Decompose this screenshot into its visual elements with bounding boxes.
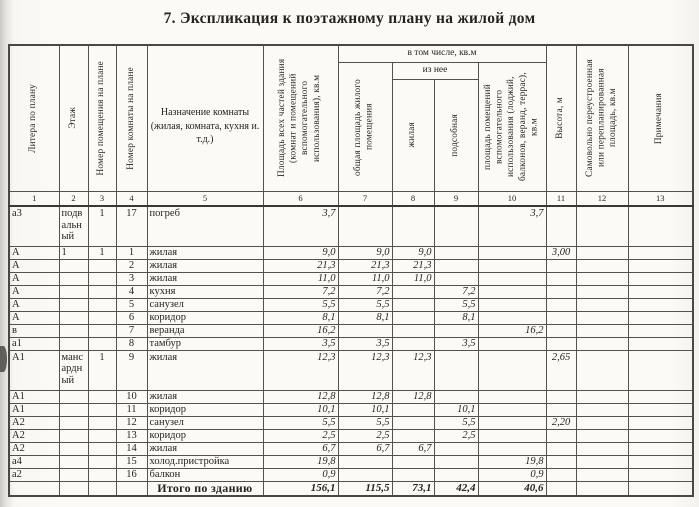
col-header-living-total-area-label: общая площадь жилого помещения <box>353 77 375 176</box>
total-empty-cell <box>576 481 628 496</box>
cell-room-number: 16 <box>116 468 147 481</box>
cell-floor <box>59 390 88 403</box>
total-empty-cell <box>88 481 116 496</box>
col-header-podsobnaya <box>434 79 478 191</box>
cell-notes <box>628 403 693 416</box>
cell-area-podsobnaya <box>434 442 478 455</box>
col-header-total-area-label: Площадь всех частей здания (комнат и помещений вспомогательного использования), кв.м <box>277 59 323 178</box>
cell-area-auxiliary: 19,8 <box>478 455 546 468</box>
column-number: 6 <box>263 191 338 206</box>
cell-height <box>546 324 576 337</box>
cell-room-purpose: санузел <box>147 416 263 429</box>
cell-notes <box>628 206 693 246</box>
cell-height <box>546 206 576 246</box>
col-header-zhilaya-label: жилая <box>407 122 418 148</box>
cell-room-number: 2 <box>116 259 147 272</box>
table-row <box>9 206 693 246</box>
cell-room-purpose: погреб <box>147 206 263 246</box>
cell-unauthorized-area <box>576 298 628 311</box>
cell-area-podsobnaya <box>434 259 478 272</box>
cell-area-podsobnaya <box>434 272 478 285</box>
cell-litera: А <box>9 246 59 259</box>
cell-room-number: 1 <box>116 246 147 259</box>
total-row <box>9 481 693 496</box>
cell-area-all: 6,7 <box>263 442 338 455</box>
cell-litera: А <box>9 285 59 298</box>
cell-floor <box>59 285 88 298</box>
cell-room-purpose: жилая <box>147 442 263 455</box>
cell-floor: подвальный <box>59 206 88 246</box>
cell-premise-number: 1 <box>88 206 116 246</box>
cell-area-auxiliary <box>478 246 546 259</box>
cell-height <box>546 285 576 298</box>
col-header-living-total-area <box>338 62 392 191</box>
cell-area-auxiliary <box>478 442 546 455</box>
total-empty-cell <box>9 481 59 496</box>
table-row <box>9 390 693 403</box>
total-empty-cell <box>546 481 576 496</box>
column-number: 7 <box>338 191 392 206</box>
column-number: 5 <box>147 191 263 206</box>
cell-area-all: 9,0 <box>263 246 338 259</box>
cell-area-all: 11,0 <box>263 272 338 285</box>
col-header-total-area <box>263 45 338 191</box>
total-area-living-premises: 115,5 <box>338 481 392 496</box>
cell-area-auxiliary <box>478 272 546 285</box>
cell-area-all: 5,5 <box>263 298 338 311</box>
cell-unauthorized-area <box>576 468 628 481</box>
cell-room-number: 7 <box>116 324 147 337</box>
cell-area-all: 12,8 <box>263 390 338 403</box>
cell-area-podsobnaya: 8,1 <box>434 311 478 324</box>
total-area-zhilaya: 73,1 <box>392 481 434 496</box>
cell-floor: 1 <box>59 246 88 259</box>
cell-premise-number <box>88 442 116 455</box>
cell-area-living-premises <box>338 468 392 481</box>
cell-area-zhilaya: 12,3 <box>392 350 434 390</box>
cell-premise-number <box>88 285 116 298</box>
cell-height: 2,20 <box>546 416 576 429</box>
cell-area-living-premises: 12,8 <box>338 390 392 403</box>
column-number: 9 <box>434 191 478 206</box>
cell-area-zhilaya <box>392 298 434 311</box>
total-empty-cell <box>59 481 88 496</box>
cell-litera: А <box>9 259 59 272</box>
cell-litera: а2 <box>9 468 59 481</box>
cell-room-purpose: жилая <box>147 259 263 272</box>
cell-room-purpose: санузел <box>147 298 263 311</box>
cell-unauthorized-area <box>576 416 628 429</box>
cell-notes <box>628 429 693 442</box>
table-row <box>9 403 693 416</box>
explication-table <box>8 44 694 497</box>
cell-area-auxiliary <box>478 337 546 350</box>
cell-litera: А2 <box>9 442 59 455</box>
cell-room-purpose: веранда <box>147 324 263 337</box>
cell-area-zhilaya: 21,3 <box>392 259 434 272</box>
cell-floor <box>59 429 88 442</box>
cell-area-auxiliary: 3,7 <box>478 206 546 246</box>
cell-premise-number: 1 <box>88 350 116 390</box>
cell-room-purpose: балкон <box>147 468 263 481</box>
cell-notes <box>628 350 693 390</box>
cell-area-zhilaya: 12,8 <box>392 390 434 403</box>
cell-notes <box>628 390 693 403</box>
cell-area-auxiliary <box>478 429 546 442</box>
cell-floor <box>59 298 88 311</box>
cell-height <box>546 259 576 272</box>
column-number: 11 <box>546 191 576 206</box>
col-header-komnata-number <box>116 45 147 191</box>
table-row <box>9 429 693 442</box>
total-area-auxiliary: 40,6 <box>478 481 546 496</box>
cell-litera: а4 <box>9 455 59 468</box>
total-area-podsobnaya: 42,4 <box>434 481 478 496</box>
col-header-room-number <box>88 45 116 191</box>
cell-area-living-premises: 11,0 <box>338 272 392 285</box>
cell-area-living-premises: 9,0 <box>338 246 392 259</box>
cell-area-all: 3,5 <box>263 337 338 350</box>
cell-litera: А <box>9 298 59 311</box>
cell-room-number: 3 <box>116 272 147 285</box>
cell-floor <box>59 442 88 455</box>
cell-notes <box>628 298 693 311</box>
cell-area-zhilaya <box>392 455 434 468</box>
col-header-auxiliary-area <box>478 62 546 191</box>
cell-notes <box>628 272 693 285</box>
cell-height <box>546 468 576 481</box>
cell-room-number: 5 <box>116 298 147 311</box>
cell-unauthorized-area <box>576 337 628 350</box>
col-header-purpose: Назначение комнаты (жилая, комната, кухня и. т.д.) <box>147 45 263 191</box>
group-header-of-it: из нее <box>392 62 478 79</box>
cell-premise-number <box>88 272 116 285</box>
cell-room-number: 6 <box>116 311 147 324</box>
cell-room-purpose: коридор <box>147 429 263 442</box>
column-number: 1 <box>9 191 59 206</box>
cell-notes <box>628 285 693 298</box>
cell-unauthorized-area <box>576 429 628 442</box>
cell-area-podsobnaya: 5,5 <box>434 298 478 311</box>
cell-notes <box>628 246 693 259</box>
cell-area-zhilaya: 9,0 <box>392 246 434 259</box>
cell-area-podsobnaya: 3,5 <box>434 337 478 350</box>
cell-premise-number <box>88 311 116 324</box>
cell-area-podsobnaya <box>434 455 478 468</box>
column-number: 4 <box>116 191 147 206</box>
cell-area-all: 10,1 <box>263 403 338 416</box>
column-number: 3 <box>88 191 116 206</box>
cell-area-living-premises: 7,2 <box>338 285 392 298</box>
cell-area-auxiliary <box>478 350 546 390</box>
col-header-litera <box>9 45 59 191</box>
total-area-all: 156,1 <box>263 481 338 496</box>
cell-litera: в <box>9 324 59 337</box>
col-header-unauthorized-area <box>576 45 628 191</box>
cell-room-purpose: коридор <box>147 311 263 324</box>
cell-area-living-premises: 3,5 <box>338 337 392 350</box>
cell-floor: мансардный <box>59 350 88 390</box>
cell-room-number: 9 <box>116 350 147 390</box>
table-row <box>9 468 693 481</box>
cell-room-purpose: жилая <box>147 246 263 259</box>
column-number: 10 <box>478 191 546 206</box>
cell-area-auxiliary <box>478 298 546 311</box>
cell-area-all: 19,8 <box>263 455 338 468</box>
cell-area-auxiliary <box>478 259 546 272</box>
cell-height <box>546 337 576 350</box>
cell-area-zhilaya <box>392 416 434 429</box>
table-row <box>9 298 693 311</box>
cell-unauthorized-area <box>576 206 628 246</box>
cell-unauthorized-area <box>576 324 628 337</box>
cell-height <box>546 455 576 468</box>
cell-area-zhilaya <box>392 429 434 442</box>
cell-height <box>546 442 576 455</box>
cell-area-living-premises <box>338 206 392 246</box>
cell-room-purpose: жилая <box>147 350 263 390</box>
col-header-komnata-number-label: Номер комнаты на плане <box>125 66 136 170</box>
cell-height: 3,00 <box>546 246 576 259</box>
cell-area-living-premises: 5,5 <box>338 298 392 311</box>
cell-floor <box>59 324 88 337</box>
cell-area-living-premises <box>338 455 392 468</box>
col-header-zhilaya <box>392 79 434 191</box>
cell-height <box>546 272 576 285</box>
cell-room-number: 14 <box>116 442 147 455</box>
col-header-etazh-label: Этаж <box>67 107 78 130</box>
cell-notes <box>628 468 693 481</box>
cell-area-all: 2,5 <box>263 429 338 442</box>
cell-height <box>546 390 576 403</box>
cell-litera: А <box>9 311 59 324</box>
cell-unauthorized-area <box>576 403 628 416</box>
cell-area-zhilaya <box>392 403 434 416</box>
cell-area-living-premises: 10,1 <box>338 403 392 416</box>
cell-floor <box>59 337 88 350</box>
cell-room-purpose: коридор <box>147 403 263 416</box>
cell-area-zhilaya <box>392 337 434 350</box>
table-row <box>9 259 693 272</box>
cell-area-podsobnaya: 10,1 <box>434 403 478 416</box>
cell-area-all: 3,7 <box>263 206 338 246</box>
cell-room-number: 17 <box>116 206 147 246</box>
cell-unauthorized-area <box>576 455 628 468</box>
cell-area-podsobnaya: 5,5 <box>434 416 478 429</box>
cell-room-number: 4 <box>116 285 147 298</box>
cell-room-number: 12 <box>116 416 147 429</box>
cell-premise-number <box>88 324 116 337</box>
cell-area-living-premises: 5,5 <box>338 416 392 429</box>
cell-floor <box>59 468 88 481</box>
col-header-podsobnaya-label: подсобная <box>450 113 461 157</box>
cell-unauthorized-area <box>576 259 628 272</box>
cell-height <box>546 311 576 324</box>
cell-room-number: 11 <box>116 403 147 416</box>
table-row <box>9 285 693 298</box>
cell-area-living-premises: 2,5 <box>338 429 392 442</box>
col-header-height-label: Высота, м <box>555 97 566 140</box>
cell-premise-number <box>88 390 116 403</box>
cell-area-all: 21,3 <box>263 259 338 272</box>
cell-premise-number <box>88 403 116 416</box>
cell-premise-number <box>88 429 116 442</box>
scan-artifact <box>0 346 7 372</box>
cell-unauthorized-area <box>576 246 628 259</box>
cell-room-number: 8 <box>116 337 147 350</box>
column-number: 8 <box>392 191 434 206</box>
cell-area-auxiliary: 16,2 <box>478 324 546 337</box>
cell-area-living-premises: 21,3 <box>338 259 392 272</box>
cell-height <box>546 298 576 311</box>
cell-area-zhilaya <box>392 206 434 246</box>
cell-unauthorized-area <box>576 350 628 390</box>
table-row <box>9 442 693 455</box>
cell-height: 2,65 <box>546 350 576 390</box>
cell-area-zhilaya <box>392 468 434 481</box>
cell-area-podsobnaya <box>434 246 478 259</box>
table-row <box>9 311 693 324</box>
cell-area-auxiliary <box>478 403 546 416</box>
col-header-notes <box>628 45 693 191</box>
cell-area-all: 16,2 <box>263 324 338 337</box>
group-header-including: в том числе, кв.м <box>338 45 546 62</box>
cell-area-all: 7,2 <box>263 285 338 298</box>
table-body <box>9 206 693 481</box>
cell-room-number: 15 <box>116 455 147 468</box>
cell-room-number: 10 <box>116 390 147 403</box>
cell-litera: А1 <box>9 350 59 390</box>
cell-room-purpose: жилая <box>147 390 263 403</box>
table-row <box>9 337 693 350</box>
cell-area-all: 0,9 <box>263 468 338 481</box>
cell-height <box>546 403 576 416</box>
column-number: 2 <box>59 191 88 206</box>
column-number: 13 <box>628 191 693 206</box>
cell-area-podsobnaya <box>434 350 478 390</box>
cell-room-purpose: тамбур <box>147 337 263 350</box>
cell-room-number: 13 <box>116 429 147 442</box>
total-empty-cell <box>116 481 147 496</box>
col-header-litera-label: Литера по плану <box>28 83 39 153</box>
table-row <box>9 350 693 390</box>
column-number: 12 <box>576 191 628 206</box>
cell-room-purpose: кухня <box>147 285 263 298</box>
cell-area-zhilaya: 6,7 <box>392 442 434 455</box>
cell-area-zhilaya <box>392 311 434 324</box>
cell-notes <box>628 416 693 429</box>
cell-unauthorized-area <box>576 285 628 298</box>
cell-premise-number <box>88 298 116 311</box>
cell-litera: А2 <box>9 416 59 429</box>
cell-premise-number <box>88 337 116 350</box>
cell-notes <box>628 259 693 272</box>
cell-area-living-premises: 12,3 <box>338 350 392 390</box>
cell-litera: А1 <box>9 403 59 416</box>
cell-area-podsobnaya <box>434 468 478 481</box>
column-numbers-row <box>9 191 693 206</box>
cell-premise-number: 1 <box>88 246 116 259</box>
table-row <box>9 416 693 429</box>
cell-area-all: 12,3 <box>263 350 338 390</box>
cell-floor <box>59 259 88 272</box>
cell-unauthorized-area <box>576 442 628 455</box>
cell-area-podsobnaya: 7,2 <box>434 285 478 298</box>
table-row <box>9 324 693 337</box>
cell-floor <box>59 311 88 324</box>
cell-area-podsobnaya: 2,5 <box>434 429 478 442</box>
cell-area-living-premises <box>338 324 392 337</box>
cell-area-auxiliary <box>478 390 546 403</box>
cell-floor <box>59 403 88 416</box>
cell-height <box>546 429 576 442</box>
cell-premise-number <box>88 416 116 429</box>
col-header-room-number-label: Номер помещения на плане <box>96 60 107 176</box>
cell-area-auxiliary <box>478 311 546 324</box>
cell-notes <box>628 455 693 468</box>
cell-area-all: 5,5 <box>263 416 338 429</box>
cell-area-zhilaya: 11,0 <box>392 272 434 285</box>
cell-premise-number <box>88 259 116 272</box>
table-row <box>9 272 693 285</box>
col-header-height <box>546 45 576 191</box>
cell-area-living-premises: 6,7 <box>338 442 392 455</box>
cell-area-auxiliary <box>478 416 546 429</box>
col-header-etazh <box>59 45 88 191</box>
cell-floor <box>59 455 88 468</box>
cell-litera: а1 <box>9 337 59 350</box>
cell-notes <box>628 442 693 455</box>
cell-floor <box>59 272 88 285</box>
cell-notes <box>628 311 693 324</box>
cell-area-zhilaya <box>392 324 434 337</box>
cell-area-podsobnaya <box>434 206 478 246</box>
cell-room-purpose: холод.пристройка <box>147 455 263 468</box>
total-label: Итого по зданию <box>147 481 263 496</box>
cell-unauthorized-area <box>576 390 628 403</box>
cell-area-living-premises: 8,1 <box>338 311 392 324</box>
cell-notes <box>628 337 693 350</box>
cell-area-podsobnaya <box>434 324 478 337</box>
cell-area-podsobnaya <box>434 390 478 403</box>
col-header-notes-label: Примечания <box>654 92 665 144</box>
cell-area-auxiliary <box>478 285 546 298</box>
cell-premise-number <box>88 455 116 468</box>
cell-litera: А2 <box>9 429 59 442</box>
total-empty-cell <box>628 481 693 496</box>
col-header-unauthorized-area-label: Самовольно переустроенная или перепланированная площадь, кв.м <box>584 59 618 178</box>
cell-area-all: 8,1 <box>263 311 338 324</box>
page-title: 7. Экспликация к поэтажному плану на жилой дом <box>163 10 536 27</box>
cell-notes <box>628 324 693 337</box>
cell-unauthorized-area <box>576 272 628 285</box>
cell-area-zhilaya <box>392 285 434 298</box>
cell-area-auxiliary: 0,9 <box>478 468 546 481</box>
cell-litera: а3 <box>9 206 59 246</box>
col-header-auxiliary-area-label: площадь помещений вспомогательного использования (лоджий, балконов, веранд, террас), кв.м <box>482 72 540 181</box>
cell-litera: А1 <box>9 390 59 403</box>
table-row <box>9 246 693 259</box>
cell-unauthorized-area <box>576 311 628 324</box>
cell-premise-number <box>88 468 116 481</box>
cell-litera: А <box>9 272 59 285</box>
table-row <box>9 455 693 468</box>
cell-room-purpose: жилая <box>147 272 263 285</box>
cell-floor <box>59 416 88 429</box>
